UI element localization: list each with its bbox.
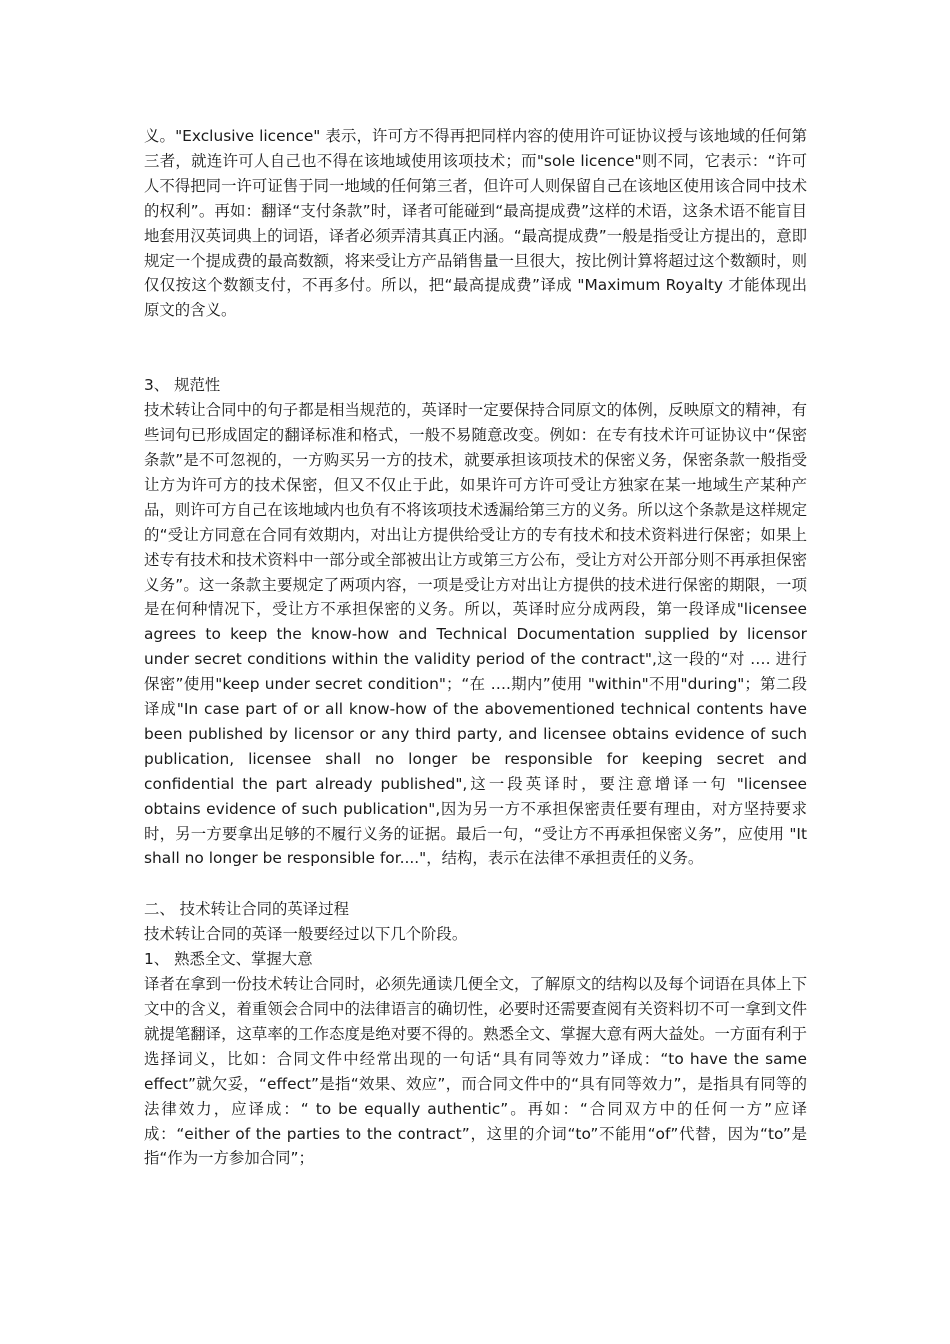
section-heading-familiarize: 1、 熟悉全文、掌握大意 (144, 950, 313, 969)
document-page (144, 124, 807, 1171)
paragraph-familiarize-text: 译者在拿到一份技术转让合同时，必须先通读几便全文，了解原文的结构以及每个词语在具体上下文中的含义，着重领会合同中的法律语言的确切性，必要时还需要查阅有关资料切不可一拿到文件就提笔翻译，这草率的工作态度是绝对要不得的。熟悉全文、掌握大意有两大益处。一方面有利于选择词义，比如：合同文件中经常出现的一句话“具有同等效力”译成：“to have the same effect”就欠妥，“effect”是指“效果、效应”，而合同文件中的“具有同等效力”，是指具有同等的法律效力，应译成：“ to be equally authentic”。再如：“合同双方中的任何一方”应译成：“either of the parties to the contract”，这里的介词“to”不能用“of”代替，因为“to”是指“作为一方参加合同”； (144, 975, 807, 1168)
spacer (144, 323, 807, 373)
paragraph-licence-terms: 义。"Exclusive licence" 表示，许可方不得再把同样内容的使用许可证协议授与该地域的任何第三者，就连许可人自己也不得在该地域使用该项技术；而"sole licence"则不同，它表示：“许可人不得把同一许可证售于同一地域的任何第三者，但许可人则保留自己在该地区使用该合同中技术的权利”。再如：翻译“支付条款”时，译者可能碰到“最高提成费”这样的术语，这条术语不能盲目地套用汉英词典上的词语，译者必须弄清其真正内涵。“最高提成费”一般是指受让方提出的，意即规定一个提成费的最高数额，将来受让方产品销售量一旦很大，按比例计算将超过这个数额时，则仅仅按这个数额支付，不再多付。所以，把“最高提成费”译成 "Maximum Royalty 才能体现出原文的含义。 (144, 127, 807, 320)
spacer (144, 871, 807, 897)
paragraph-stages-intro: 技术转让合同的英译一般要经过以下几个阶段。 (144, 925, 468, 944)
section-heading-standardization: 3、 规范性 (144, 376, 221, 395)
paragraph-confidentiality-clause: 技术转让合同中的句子都是相当规范的，英译时一定要保持合同原文的体例，反映原文的精神，有些词句已形成固定的翻译标准和格式，一般不易随意改变。例如：在专有技术许可证协议中“保密条款”是不可忽视的，一方购买另一方的技术，就要承担该项技术的保密义务，保密条款一般指受让方为许可方的技术保密，但又不仅止于此，如果许可方许可受让方独家在某一地域生产某种产品，则许可方自己在该地域内也负有不将该项技术透漏给第三方的义务。所以这个条款是这样规定的“受让方同意在合同有效期内，对出让方提供给受让方的专有技术和技术资料进行保密；如果上述专有技术和技术资料中一部分或全部被出让方或第三方公布，受让方对公开部分则不再承担保密义务”。这一条款主要规定了两项内容，一项是受让方对出让方提供的技术进行保密的期限，一项是在何种情况下，受让方不承担保密的义务。所以，英译时应分成两段，第一段译成"licensee agrees to keep the know-how and Technical Documentation supplied by licensor under secret conditions within the validity period of the contract",这一段的“对 …. 进行保密”使用"keep under secret condition"；“在 ….期内”使用 "within"不用"during"；第二段译成"In case part of or all know-how of the abovementioned technical contents have been published by licensor or any third party, and licensee obtains evidence of such publication, licensee shall no longer be responsible for keeping secret and confidential the part already published",这一段英译时，要注意增译一句 "licensee obtains evidence of such publication",因为另一方不承担保密责任要有理由，对方坚持要求时，另一方要拿出足够的不履行义务的证据。最后一句，“受让方不再承担保密义务”，应使用 "It shall no longer be responsible for...."，结构，表示在法律不承担责任的义务。 (144, 401, 807, 868)
section-heading-translation-process: 二、 技术转让合同的英译过程 (144, 900, 349, 919)
